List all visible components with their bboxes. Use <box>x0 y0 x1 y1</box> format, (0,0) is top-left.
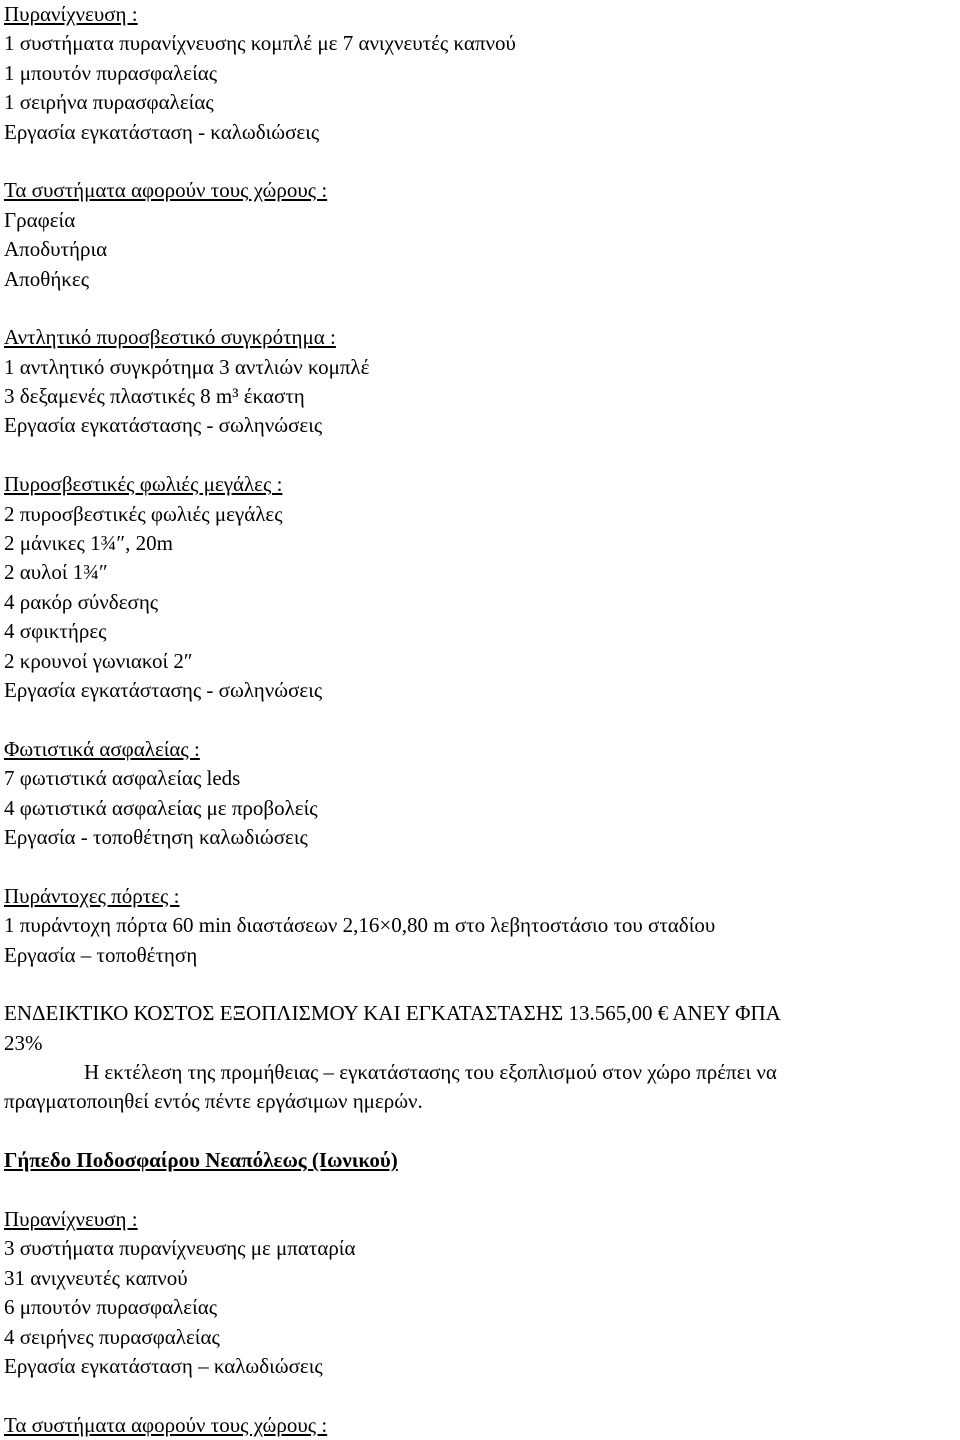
list-item: Εργασία εγκατάστασης - σωληνώσεις <box>4 677 323 702</box>
spacer <box>4 852 956 881</box>
list-item: 1 πυράντοχη πόρτα 60 min διαστάσεων 2,16×0,80 m στο λεβητοστάσιο του σταδίου <box>4 913 716 938</box>
list-item: 31 ανιχνευτές καπνού <box>4 1265 188 1290</box>
list-item: 1 μπουτόν πυρασφαλείας <box>4 60 218 85</box>
list-item: Γραφεία <box>4 207 76 232</box>
list-item: 1 σειρήνα πυρασφαλείας <box>4 90 214 115</box>
section-heading-hose-reels: Πυροσβεστικές φωλιές μεγάλες : <box>4 472 283 497</box>
list-item: Εργασία εγκατάσταση - καλωδιώσεις <box>4 119 320 144</box>
list-item: 3 συστήματα πυρανίχνευσης με μπαταρία <box>4 1236 356 1261</box>
spacer <box>4 705 956 734</box>
list-item: 1 συστήματα πυρανίχνευσης κομπλέ με 7 ανιχνευτές καπνού <box>4 31 516 56</box>
cost-estimate-line: ΕΝΔΕΙΚΤΙΚΟ ΚΟΣΤΟΣ ΕΞΟΠΛΙΣΜΟΥ ΚΑΙ ΕΓΚΑΤΑΣΤΑΣΗΣ 13.565,00 € ΑΝΕΥ ΦΠΑ <box>4 1001 781 1026</box>
list-item: 2 πυροσβεστικές φωλιές μεγάλες <box>4 501 283 526</box>
list-item: Εργασία - τοποθέτηση καλωδιώσεις <box>4 824 308 849</box>
list-item: Εργασία εγκατάστασης - σωληνώσεις <box>4 413 323 438</box>
list-item: 1 αντλητικό συγκρότημα 3 αντλιών κομπλέ <box>4 354 370 379</box>
document-page <box>4 0 956 1440</box>
spacer <box>4 1176 956 1205</box>
spacer <box>4 147 956 176</box>
spacer <box>4 1117 956 1146</box>
list-item: Εργασία – τοποθέτηση <box>4 942 198 967</box>
spacer <box>4 970 956 999</box>
section-heading-fire-detection: Πυρανίχνευση : <box>4 1207 138 1232</box>
spacer <box>4 1381 956 1410</box>
section-heading-areas: Τα συστήματα αφορούν τους χώρους : <box>4 178 328 203</box>
note-paragraph-line: πραγματοποιηθεί εντός πέντε εργάσιμων ημερών. <box>4 1089 423 1114</box>
list-item: Εργασία εγκατάσταση – καλωδιώσεις <box>4 1353 323 1378</box>
section-heading-emergency-lights: Φωτιστικά ασφαλείας : <box>4 736 200 761</box>
section-heading-fire-detection: Πυρανίχνευση : <box>4 2 138 26</box>
section-heading-fire-doors: Πυράντοχες πόρτες : <box>4 883 180 908</box>
note-paragraph-line: Η εκτέλεση της προμήθειας – εγκατάστασης του εξοπλισμού στον χώρο πρέπει να <box>84 1060 777 1085</box>
list-item: 4 φωτιστικά ασφαλείας με προβολείς <box>4 795 318 820</box>
list-item: 3 δεξαμενές πλαστικές 8 m³ έκαστη <box>4 384 305 409</box>
list-item: Αποδυτήρια <box>4 237 108 262</box>
spacer <box>4 441 956 470</box>
list-item: 2 αυλοί 1¾″ <box>4 560 108 585</box>
list-item: 2 κρουνοί γωνιακοί 2″ <box>4 648 193 673</box>
list-item: 2 μάνικες 1¾″, 20m <box>4 531 173 556</box>
list-item: 4 σφικτήρες <box>4 619 107 644</box>
list-item: 4 σειρήνες πυρασφαλείας <box>4 1324 220 1349</box>
list-item: Αποθήκες <box>4 266 90 291</box>
stadium-title: Γήπεδο Ποδοσφαίρου Νεαπόλεως (Ιωνικού) <box>4 1148 398 1173</box>
list-item: 4 ρακόρ σύνδεσης <box>4 589 159 614</box>
list-item: 6 μπουτόν πυρασφαλείας <box>4 1295 218 1320</box>
section-heading-pump-unit: Αντλητικό πυροσβεστικό συγκρότημα : <box>4 325 336 350</box>
cost-estimate-vat: 23% <box>4 1030 43 1055</box>
list-item: 7 φωτιστικά ασφαλείας leds <box>4 766 241 791</box>
spacer <box>4 294 956 323</box>
section-heading-areas: Τα συστήματα αφορούν τους χώρους : <box>4 1412 328 1437</box>
